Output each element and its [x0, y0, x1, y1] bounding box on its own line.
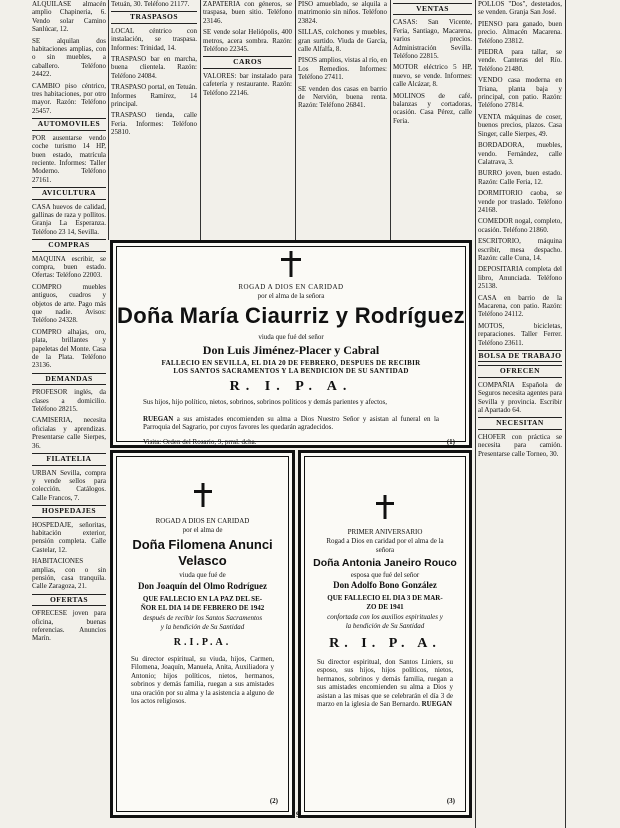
- prayer: Rogad a Dios en caridad por el alma de la señora: [326, 537, 444, 554]
- section-heading: AUTOMOVILES: [32, 118, 106, 130]
- death-line: QUE FALLECIO EN LA PAZ DEL SE-: [142, 595, 263, 603]
- column-rule: [475, 0, 476, 828]
- classified-column-2: [111, 0, 197, 238]
- classified-column-1: [32, 0, 106, 820]
- classified-ad: ALQUILASE almacén amplio Chapineria, 6. Vendo solar Camino Sanlúcar, 12.: [32, 0, 106, 34]
- classified-ad: PIEDRA para tallar, se vende. Canteras del Río. Teléfono 21480.: [478, 48, 562, 73]
- classified-ad: URBAN Sevilla, compra y vende sellos para colección. Catálogos. Calle Francos, 7.: [32, 468, 106, 502]
- death-line: confortada con los auxilios espirituales y: [327, 613, 443, 621]
- classified-ad: CHOFER con práctica se necesita para camión. Presentarse calle Torneo, 30.: [478, 432, 562, 458]
- ruegan-label: RUEGAN: [143, 415, 174, 423]
- classified-ad: DORMITORIO caoba, se vende por traslado. Teléfono 24168.: [478, 189, 562, 214]
- classified-ad: COMPRO alhajas, oro, plata, brillantes y papeletas del Monte. Casa de la Plata. Teléfono 23136.: [32, 327, 106, 370]
- notice-code: (1): [446, 438, 455, 446]
- relation: esposa que fué del señor: [350, 571, 420, 579]
- family-text: Sus hijos, hijo político, nietos, sobrinos, sobrinos políticos y demás parientes y afectos,: [143, 398, 388, 406]
- section-heading: HOSPEDAJES: [32, 505, 106, 517]
- death-line: ÑOR EL DIA 14 DE FEBRERO DE 1942: [140, 604, 265, 612]
- rip: R.I.P.A.: [173, 637, 232, 648]
- column-rule: [295, 0, 296, 240]
- cross-icon: [194, 483, 212, 507]
- classified-ad: SE vende solar Heliópolis, 400 metros, acera sombra. Razón: Teléfono 22345.: [203, 28, 292, 54]
- classified-ad: PISOS amplios, vistas al río, en Los Remedios. Informes: Teléfono 27411.: [298, 56, 387, 82]
- rip: R. I. P. A.: [329, 636, 441, 651]
- classified-ad: OFRECESE joven para oficina, buenas referencias. Anuncios Marín.: [32, 609, 106, 643]
- classified-ad: CAMISERIA, necesita oficialas y aprendizas. Presentarse calle Sierpes, 36.: [32, 416, 106, 450]
- column-rule: [200, 0, 201, 240]
- death-line: QUE FALLECIO EL DIA 3 DE MAR-: [327, 594, 443, 602]
- deceased-name: Doña Filomena Anunci: [132, 537, 273, 552]
- classified-ad: PROFESOR inglés, da clases a domicilio. Teléfono 28215.: [32, 388, 106, 414]
- classified-ad: BORDADORA, muebles, vendo. Fernández, calle Calatrava, 3.: [478, 141, 562, 166]
- section-heading: COMPRAS: [32, 239, 106, 251]
- classified-ad: VENTA máquinas de coser, buenos precios, plazos. Casa Singer, calle Sierpes, 49.: [478, 112, 562, 138]
- classified-ad: COMPRO muebles antiguos, cuadros y objetos de arte. Pago más que nadie. Avisos: Teléfono 24328.: [32, 282, 106, 325]
- classified-ad: MOLINOS de café, balanzas y cortadoras, ocasión. Casa Pérez, calle Feria.: [393, 91, 472, 125]
- classified-ad: CASAS: San Vicente, Feria, Santiago, Macarena, varios precios. Administración Sevilla. Teléfono 22815.: [393, 18, 472, 61]
- husband-name: Don Luis Jiménez-Placer y Cabral: [202, 343, 380, 357]
- deceased-name: Doña María Ciaurriz y Rodríguez: [117, 303, 465, 328]
- classified-ad: HOSPEDAJE, señoritas, habitación exterior, pensión completa. Calle Castelar, 12.: [32, 520, 106, 554]
- death-line: después de recibir los Santos Sacramentos: [142, 614, 263, 622]
- section-heading: VENTAS: [393, 3, 472, 15]
- obituary-left: [110, 450, 295, 818]
- address: Visita: Orden del Rosario, 9, prral. dcha.: [143, 438, 257, 446]
- obituary-main: [110, 240, 472, 448]
- classified-column-6: [478, 0, 562, 820]
- death-line: la bendición de Su Santidad: [345, 622, 425, 630]
- notice-code: (2): [269, 796, 278, 805]
- deceased-name: Doña Antonia Janeiro Rouco: [313, 557, 457, 569]
- section-heading: NECESITAN: [478, 417, 562, 429]
- classified-ad: LOCAL céntrico con instalación, se traspasa. Informes: Trinidad, 14.: [111, 26, 197, 52]
- husband-name: Don Adolfo Bono González: [333, 580, 437, 590]
- column-rule: [390, 0, 391, 240]
- classified-ad: CASA huevos de calidad, gallinas de raza y pollitos. Granja La Esperanza. Teléfono 23 14, Sevilla.: [32, 202, 106, 236]
- classified-column-3: [203, 0, 292, 238]
- section-heading: CAROS: [203, 56, 292, 68]
- body-main: Su director espiritual, don Santos Liniers, su esposo, sus hijos, hijos políticos, nietos, hermanos, sobrinos y demás familia, ruegan a sus amistades encomienden su alma a Dios y asistan a las misas que se celebrarán el día 3 de marzo en la iglesia de San Bernardo.: [317, 658, 453, 709]
- classified-ad: POR ausentarse vendo coche turismo 14 HP, buen estado, matrícula reciente. Informes: Taller Moderno. Teléfono 27161.: [32, 133, 106, 184]
- classified-ad: CASA en barrio de la Macarena, con patio. Razón: Teléfono 24112.: [478, 293, 562, 319]
- prayer: ROGAD A DIOS EN CARIDAD: [155, 517, 250, 525]
- death-line: ZO DE 1941: [366, 603, 404, 611]
- prayer: ROGAD A DIOS EN CARIDAD: [238, 283, 344, 291]
- anniversary: PRIMER ANIVERSARIO: [347, 528, 423, 536]
- classified-ad: BURRO joven, buen estado. Razón: Calle Feria, 12.: [478, 169, 562, 186]
- classified-ad: COMEDOR nogal, completo, ocasión. Teléfono 21860.: [478, 217, 562, 234]
- classified-ad: SE venden dos casas en barrio de Nervión, buena renta. Razón: Teléfono 26841.: [298, 84, 387, 110]
- classified-ad: POLLOS "Dos", destetados, se venden. Granja San José.: [478, 0, 562, 17]
- section-heading: OFERTAS: [32, 594, 106, 606]
- classified-ad: CAMBIO piso céntrico, tres habitaciones, por otro mayor. Razón: Teléfono 25457.: [32, 81, 106, 115]
- classified-ad: HABITACIONES amplias, con o sin pensión, casa tranquila. Calle Zaragoza, 21.: [32, 557, 106, 591]
- section-heading: BOLSA DE TRABAJO: [478, 350, 562, 362]
- column-rule: [108, 0, 109, 240]
- page-number: 9: [296, 810, 300, 819]
- cross-icon: [376, 495, 394, 519]
- classified-ad: DEPOSITARIA completa del libro, Anunciada. Teléfono 25138.: [478, 265, 562, 291]
- section-heading: OFRECEN: [478, 365, 562, 377]
- obituary-right: [298, 450, 472, 818]
- cross-icon: [281, 251, 301, 277]
- classified-ad: MAQUINA escribir, se compra, buen estado. Ofertas: Teléfono 22003.: [32, 254, 106, 280]
- prayer-sub: por el alma de: [182, 526, 223, 534]
- classified-column-5: [393, 0, 472, 238]
- ruegan-label: RUEGAN: [421, 700, 452, 709]
- classified-ad: ZAPATERIA con géneros, se traspasa, buen sitio. Teléfono 23146.: [203, 0, 292, 25]
- column-rule: [565, 0, 566, 828]
- husband-name: Don Joaquín del Olmo Rodríguez: [137, 581, 267, 591]
- prayer-sub: por el alma de la señora: [257, 292, 325, 300]
- relation: viuda que fué de: [179, 571, 226, 579]
- death-line: FALLECIO EN SEVILLA, EL DIA 20 DE FEBRERO, DESPUES DE RECIBIR: [161, 359, 421, 367]
- classified-ad: VENDO casa moderna en Triana, planta baja y principal, con patio. Razón: Teléfono 27814.: [478, 76, 562, 110]
- relation: viuda que fué del señor: [258, 333, 324, 341]
- rip: R. I. P. A.: [229, 379, 353, 394]
- ruegan-text: [143, 415, 439, 432]
- section-heading: AVICULTURA: [32, 187, 106, 199]
- section-heading: FILATELIA: [32, 453, 106, 465]
- classified-ad: SE alquilan dos habitaciones amplias, con o sin muebles, a caballero. Teléfono 24422.: [32, 36, 106, 79]
- classified-ad: MOTOR eléctrico 5 HP, nuevo, se vende. Informes: calle Alcázar, 8.: [393, 63, 472, 89]
- classified-ad: ESCRITORIO, máquina escribir, mesa despacho. Razón: calle Cuna, 14.: [478, 237, 562, 262]
- death-line: LOS SANTOS SACRAMENTOS Y LA BENDICION DE SU SANTIDAD: [173, 367, 409, 375]
- notice-code: (3): [446, 796, 455, 805]
- section-heading: TRASPASOS: [111, 11, 197, 23]
- classified-ad: PISO amueblado, se alquila a matrimonio sin niños. Teléfono 23824.: [298, 0, 387, 25]
- body-text: Su director espiritual, su viuda, hijos, Carmen, Filomena, Joaquín, Manuela, Anita, Auxiliadora y Antonio; hijos políticos, nietos, hermanos, sobrinos y demás familia, ruegan a sus amistades una oración por su alma y la asistencia a alguno de los actos religiosos.: [131, 655, 274, 706]
- death-line: y la bendición de Su Santidad: [160, 623, 245, 631]
- classified-ad: MOTOS, bicicletas, reparaciones. Taller Ferrer. Teléfono 23611.: [478, 321, 562, 347]
- classified-ad: Tetuán, 30. Teléfono 21177.: [111, 0, 190, 8]
- classified-ad: COMPAÑIA Española de Seguros necesita agentes para Sevilla y provincia. Escribir al Apartado 64.: [478, 380, 562, 415]
- classified-column-4: [298, 0, 387, 238]
- classified-ad: PIENSO para ganado, buen precio. Almacén Macarena. Teléfono 23812.: [478, 19, 562, 45]
- section-heading: DEMANDAS: [32, 373, 106, 385]
- classified-ad: TRASPASO bar en marcha, buena clientela. Razón: Teléfono 24084.: [111, 55, 197, 80]
- classified-ad: TRASPASO portal, en Tetuán. Informes Ramírez, 14 principal.: [111, 83, 197, 109]
- classified-ad: SILLAS, colchones y muebles, gran surtido. Viuda de García, calle Alfalfa, 8.: [298, 28, 387, 54]
- classified-ad: VALORES: bar instalado para cafetería y restaurante. Razón: Teléfono 22146.: [203, 71, 292, 97]
- ruegan-body: a sus amistades encomienden su alma a Dios Nuestro Señor y asistan al funeral en la Parroquia del Sagrario, por cuyos favores les quedarán agradecidos.: [143, 415, 439, 432]
- body-text: [317, 658, 453, 708]
- classified-ad: TRASPASO tienda, calle Feria. Informes: Teléfono 25810.: [111, 111, 197, 137]
- deceased-name-2: Velasco: [178, 553, 227, 568]
